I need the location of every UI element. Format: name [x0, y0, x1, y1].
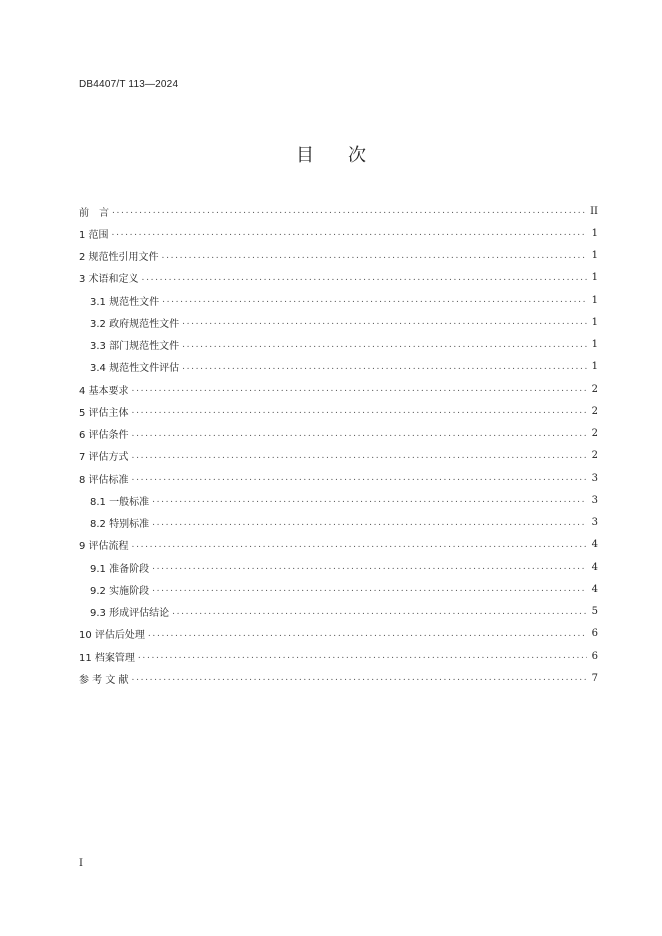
- toc-entry-page: 2: [591, 428, 598, 440]
- toc-entry-page: 3: [591, 472, 598, 484]
- toc-entry-page: 1: [591, 294, 598, 306]
- toc-entry[interactable]: [79, 578, 598, 600]
- toc-entry[interactable]: [79, 400, 598, 422]
- toc-entry[interactable]: [79, 667, 598, 689]
- toc-entry-label: 10 评估后处理: [79, 630, 145, 642]
- toc-dot-leader: [148, 629, 587, 639]
- toc-entry-label: 3.1 规范性文件: [90, 296, 160, 308]
- toc-entry-label: 5 评估主体: [79, 407, 129, 419]
- toc-dot-leader: [132, 429, 587, 439]
- toc-entry-page: 7: [591, 672, 598, 684]
- toc-entry[interactable]: [79, 222, 598, 244]
- toc-entry[interactable]: [79, 623, 598, 645]
- toc-entry-page: 2: [591, 450, 598, 462]
- toc-entry-page: 4: [591, 561, 598, 573]
- toc-entry-label: 3.3 部门规范性文件: [90, 341, 180, 353]
- toc-entry-label: 4 基本要求: [79, 385, 129, 397]
- toc-dot-leader: [152, 518, 587, 528]
- toc-dot-leader: [138, 651, 587, 661]
- toc-entry-label: 3.2 政府规范性文件: [90, 318, 180, 330]
- toc-entry-page: 4: [591, 539, 598, 551]
- toc-entry-page: 1: [591, 361, 598, 373]
- toc-entry-page: 1: [591, 250, 598, 262]
- toc-entry-page: 2: [591, 383, 598, 395]
- toc-entry-page: 4: [591, 583, 598, 595]
- toc-dot-leader: [152, 495, 587, 505]
- toc-entry-label: 9.2 实施阶段: [90, 585, 150, 597]
- toc-entry-label: 前 言: [79, 207, 109, 219]
- toc-entry-page: 1: [591, 339, 598, 351]
- toc-entry-label: 9.1 准备阶段: [90, 563, 150, 575]
- toc-entry-label: 8 评估标准: [79, 474, 129, 486]
- toc-dot-leader: [132, 451, 587, 461]
- toc-dot-leader: [112, 206, 587, 216]
- toc-entry-label: 2 规范性引用文件: [79, 252, 159, 264]
- toc-entry-page: 3: [591, 517, 598, 529]
- toc-entry[interactable]: [79, 467, 598, 489]
- toc-entry-page: 6: [591, 628, 598, 640]
- toc-list: [79, 200, 598, 690]
- toc-entry[interactable]: [79, 556, 598, 578]
- toc-entry-label: 1 范围: [79, 229, 109, 241]
- toc-dot-leader: [182, 317, 587, 327]
- toc-entry-page: 6: [591, 650, 598, 662]
- toc-entry-label: 7 评估方式: [79, 452, 129, 464]
- toc-entry-label: 3.4 规范性文件评估: [90, 363, 180, 375]
- toc-dot-leader: [132, 673, 587, 683]
- toc-entry[interactable]: [79, 267, 598, 289]
- toc-title: 目次: [296, 145, 400, 166]
- toc-entry[interactable]: [79, 445, 598, 467]
- toc-entry[interactable]: [79, 489, 598, 511]
- toc-dot-leader: [132, 384, 587, 394]
- toc-entry-label: 6 评估条件: [79, 430, 129, 442]
- toc-entry-page: 5: [591, 606, 598, 618]
- toc-entry[interactable]: [79, 645, 598, 667]
- toc-entry-page: 1: [591, 316, 598, 328]
- toc-dot-leader: [172, 607, 587, 617]
- toc-entry-page: 1: [591, 227, 598, 239]
- toc-entry[interactable]: [79, 289, 598, 311]
- toc-entry[interactable]: [79, 601, 598, 623]
- toc-entry-label: 8.2 特别标准: [90, 519, 150, 531]
- toc-entry-label: 9 评估流程: [79, 541, 129, 553]
- toc-entry-label: 9.3 形成评估结论: [90, 608, 170, 620]
- toc-entry[interactable]: [79, 200, 598, 222]
- toc-dot-leader: [152, 584, 587, 594]
- toc-dot-leader: [162, 295, 587, 305]
- toc-dot-leader: [152, 562, 587, 572]
- toc-dot-leader: [142, 273, 587, 283]
- toc-entry-label: 参 考 文 献: [79, 674, 129, 686]
- toc-dot-leader: [182, 340, 587, 350]
- toc-entry-page: II: [590, 205, 598, 217]
- toc-entry[interactable]: [79, 334, 598, 356]
- toc-entry-label: 3 术语和定义: [79, 274, 139, 286]
- toc-dot-leader: [112, 228, 587, 238]
- document-code: DB4407/T 113—2024: [79, 79, 179, 90]
- toc-entry-label: 11 档案管理: [79, 652, 135, 664]
- toc-entry-page: 2: [591, 405, 598, 417]
- page-number: I: [79, 858, 83, 869]
- toc-dot-leader: [162, 251, 587, 261]
- toc-entry[interactable]: [79, 311, 598, 333]
- toc-entry-page: 1: [591, 272, 598, 284]
- toc-entry[interactable]: [79, 356, 598, 378]
- toc-entry[interactable]: [79, 423, 598, 445]
- toc-entry[interactable]: [79, 534, 598, 556]
- toc-entry-page: 3: [591, 494, 598, 506]
- toc-entry[interactable]: [79, 512, 598, 534]
- toc-dot-leader: [182, 362, 587, 372]
- toc-dot-leader: [132, 540, 587, 550]
- toc-entry[interactable]: [79, 378, 598, 400]
- toc-dot-leader: [132, 473, 587, 483]
- toc-entry[interactable]: [79, 245, 598, 267]
- toc-dot-leader: [132, 406, 587, 416]
- toc-entry-label: 8.1 一般标准: [90, 496, 150, 508]
